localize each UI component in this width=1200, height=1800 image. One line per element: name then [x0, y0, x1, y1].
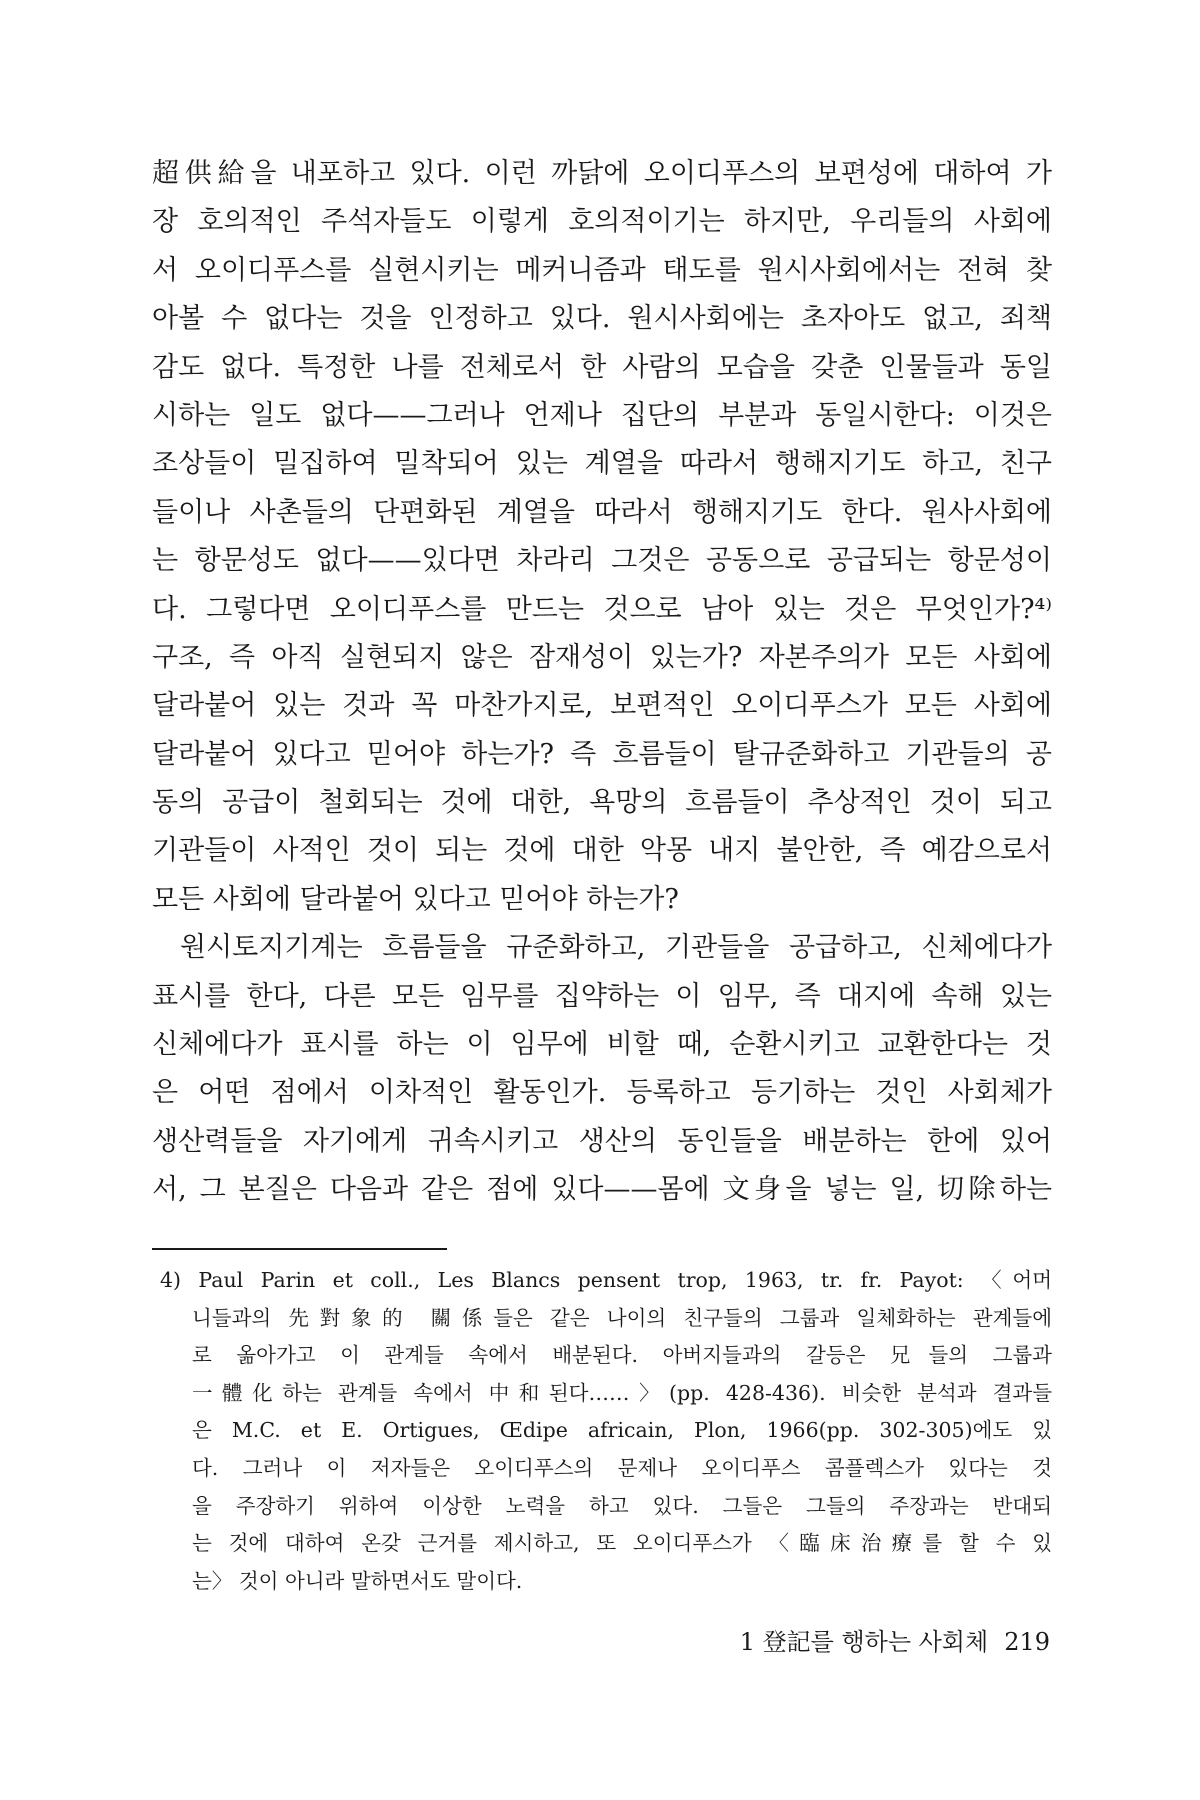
body-line: 모든 사회에 달라붙어 있다고 믿어야 하는가?	[152, 883, 679, 915]
footnote-line: 一體化하는 관계들 속에서 中和된다……〉(pp. 428-436). 비슷한 분석과 결과들	[192, 1380, 1052, 1405]
chapter-title: 1 登記를 행하는 사회체	[739, 1628, 989, 1656]
body-line: 원시토지기계는 흐름들을 규준화하고, 기관들을 공급하고, 신체에다가	[180, 932, 1052, 964]
body-line: 장 호의적인 주석자들도 이렇게 호의적이기는 하지만, 우리들의 사회에	[152, 206, 1052, 238]
body-line: 구조, 즉 아직 실현되지 않은 잠재성이 있는가? 자본주의가 모든 사회에	[152, 641, 1052, 673]
footnote-line: 는 것에 대하여 온갖 근거를 제시하고, 또 오이디푸스가 〈臨床治療를 할 수 있	[192, 1531, 1052, 1556]
footnote-line: 니들과의 先對象的 關係들은 같은 나이의 친구들의 그룹과 일체화하는 관계들에	[192, 1305, 1052, 1330]
body-line: 超供給을 내포하고 있다. 이런 까닭에 오이디푸스의 보편성에 대하여 가	[152, 158, 1052, 189]
footnote-line: 는〉 것이 아니라 말하면서도 말이다.	[192, 1568, 523, 1593]
body-line: 신체에다가 표시를 하는 이 임무에 비할 때, 순환시키고 교환한다는 것	[152, 1029, 1052, 1061]
footnote-line: 4) Paul Parin et coll., Les Blancs pensent trop, 1963, tr. fr. Payot: 〈어머	[160, 1268, 1052, 1292]
body-line: 표시를 한다, 다른 모든 임무를 집약하는 이 임무, 즉 대지에 속해 있는	[152, 980, 1052, 1012]
page-number: 219	[1004, 1628, 1050, 1656]
footnote-divider	[152, 1248, 447, 1250]
footnote	[160, 1262, 1052, 1600]
body-line: 는 항문성도 없다——있다면 차라리 그것은 공동으로 공급되는 항문성이	[152, 545, 1052, 577]
body-line: 감도 없다. 특정한 나를 전체로서 한 사람의 모습을 갖춘 인물들과 동일	[152, 351, 1052, 383]
body-line: 은 어떤 점에서 이차적인 활동인가. 등록하고 등기하는 것인 사회체가	[152, 1077, 1052, 1109]
footnote-line: 을 주장하기 위하여 이상한 노력을 하고 있다. 그들은 그들의 주장과는 반대되	[192, 1493, 1052, 1518]
running-footer	[690, 1622, 1050, 1657]
body-line: 서, 그 본질은 다음과 같은 점에 있다——몸에 文身을 넣는 일, 切除하는	[152, 1174, 1052, 1206]
body-line: 조상들이 밀집하여 밀착되어 있는 계열을 따라서 행해지기도 하고, 친구	[152, 448, 1052, 480]
body-line: 다. 그렇다면 오이디푸스를 만드는 것으로 남아 있는 것은 무엇인가?⁴⁾	[152, 593, 1052, 625]
footnote-line: 은 M.C. et E. Ortigues, Œdipe africain, Plon, 1966(pp. 302-305)에도 있	[192, 1418, 1052, 1443]
body-line: 시하는 일도 없다——그러나 언제나 집단의 부분과 동일시한다: 이것은	[152, 399, 1052, 431]
footnote-line: 로 옮아가고 이 관계들 속에서 배분된다. 아버지들과의 갈등은 兄들의 그룹과	[192, 1343, 1052, 1368]
body-line: 서 오이디푸스를 실현시키는 메커니즘과 태도를 원시사회에서는 전혀 찾	[152, 254, 1052, 286]
body-line: 들이나 사촌들의 단편화된 계열을 따라서 행해지기도 한다. 원사사회에	[152, 496, 1052, 528]
body-line: 기관들이 사적인 것이 되는 것에 대한 악몽 내지 불안한, 즉 예감으로서	[152, 835, 1052, 867]
body-line: 생산력들을 자기에게 귀속시키고 생산의 동인들을 배분하는 한에 있어	[152, 1125, 1052, 1157]
body-line: 달라붙어 있는 것과 꼭 마찬가지로, 보편적인 오이디푸스가 모든 사회에	[152, 690, 1052, 722]
body-line: 아볼 수 없다는 것을 인정하고 있다. 원시사회에는 초자아도 없고, 죄책	[152, 303, 1052, 335]
body-text	[152, 150, 1052, 1215]
body-line: 달라붙어 있다고 믿어야 하는가? 즉 흐름들이 탈규준화하고 기관들의 공	[152, 738, 1052, 770]
footnote-line: 다. 그러나 이 저자들은 오이디푸스의 문제나 오이디푸스 콤플렉스가 있다는 것	[192, 1455, 1052, 1480]
body-line: 동의 공급이 철회되는 것에 대한, 욕망의 흐름들이 추상적인 것이 되고	[152, 787, 1052, 819]
